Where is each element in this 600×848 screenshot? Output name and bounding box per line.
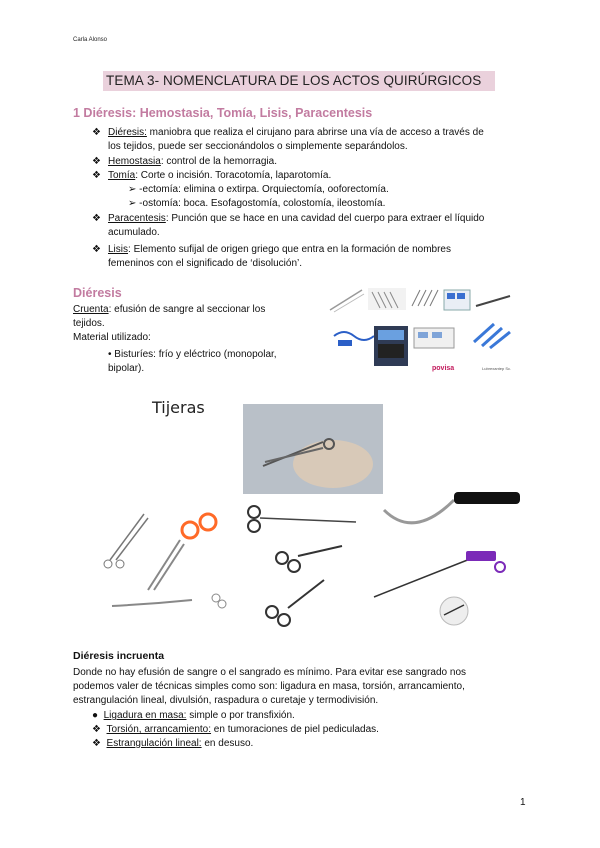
list-item: • Bisturíes: frío y eléctrico (monopolar, bbox=[108, 349, 277, 360]
list-item: ❖ Torsión, arrancamiento: en tumoraciones de piel pediculadas. bbox=[92, 724, 379, 735]
image-caption: Tijeras bbox=[152, 398, 205, 417]
diamond-bullet-icon: ❖ bbox=[92, 738, 101, 749]
diamond-bullet-icon: ❖ bbox=[92, 213, 101, 224]
list-item: ● Ligadura en masa: simple o por transfixión. bbox=[92, 710, 295, 721]
bisturi-image-collage bbox=[324, 284, 520, 380]
sub-list-item: ➢ -ectomía: elimina o extirpa. Orquiectomía, ooforectomía. bbox=[128, 184, 389, 195]
list-item: ❖ Estrangulación lineal: en desuso. bbox=[92, 738, 254, 749]
generator-icon bbox=[414, 328, 454, 348]
electrosurgical-cart-icon bbox=[374, 326, 408, 366]
diamond-bullet-icon: ❖ bbox=[92, 127, 101, 138]
scissors-in-hand-photo bbox=[243, 404, 383, 494]
brand-logo: Lubrexantep Sc. bbox=[482, 366, 512, 371]
page-number: 1 bbox=[520, 797, 526, 808]
scalpel-blades-icon bbox=[368, 288, 406, 310]
scissors-set-image bbox=[238, 500, 362, 630]
electrosurgical-unit-icon bbox=[444, 290, 470, 310]
diamond-bullet-icon: ❖ bbox=[92, 156, 101, 167]
diamond-bullet-icon: ❖ bbox=[92, 170, 101, 181]
paragraph: podemos valer de técnicas simples como son: ligadura en masa, torsión, arrancamiento, bbox=[73, 681, 465, 692]
laparoscopic-forceps-photo bbox=[370, 545, 530, 630]
author-name: Carla Alonso bbox=[73, 37, 108, 43]
scalpel-set-icon bbox=[412, 290, 438, 306]
pencil-electrodes-icon bbox=[474, 324, 510, 348]
paragraph: Material utilizado: bbox=[73, 332, 151, 343]
section-heading: Diéresis incruenta bbox=[73, 650, 165, 662]
dot-bullet-icon: ● bbox=[92, 710, 99, 721]
diamond-bullet-icon: ❖ bbox=[92, 724, 101, 735]
page-title: TEMA 3- NOMENCLATURA DE LOS ACTOS QUIRÚRGICOS bbox=[103, 71, 495, 91]
brand-logo: povisa bbox=[432, 365, 455, 372]
list-item: bipolar). bbox=[108, 363, 145, 374]
paragraph: estrangulación lineal, divulsión, raspadura o curetaje y termodivisión. bbox=[73, 695, 379, 706]
sub-list-item: ➢ -ostomía: boca. Esofagostomía, colostomía, ileostomía. bbox=[128, 198, 386, 209]
section-heading: Diéresis bbox=[73, 286, 122, 300]
scissors-set-image bbox=[100, 500, 240, 610]
bipolar-cable-icon bbox=[334, 332, 374, 346]
paragraph: tejidos. bbox=[73, 318, 105, 329]
arrow-bullet-icon: ➢ bbox=[128, 184, 137, 195]
arrow-bullet-icon: ➢ bbox=[128, 198, 137, 209]
paragraph: Cruenta: efusión de sangre al seccionar los bbox=[73, 304, 266, 315]
paragraph: Donde no hay efusión de sangre o el sangrado es mínimo. Para evitar ese sangrado nos bbox=[73, 667, 467, 678]
electric-pen-icon bbox=[476, 296, 510, 306]
laparoscopic-scissors-photo bbox=[382, 470, 522, 540]
diamond-bullet-icon: ❖ bbox=[92, 244, 101, 255]
section-heading: 1 Diéresis: Hemostasia, Tomía, Lisis, Paracentesis bbox=[73, 106, 373, 120]
scalpel-icon bbox=[330, 290, 364, 312]
